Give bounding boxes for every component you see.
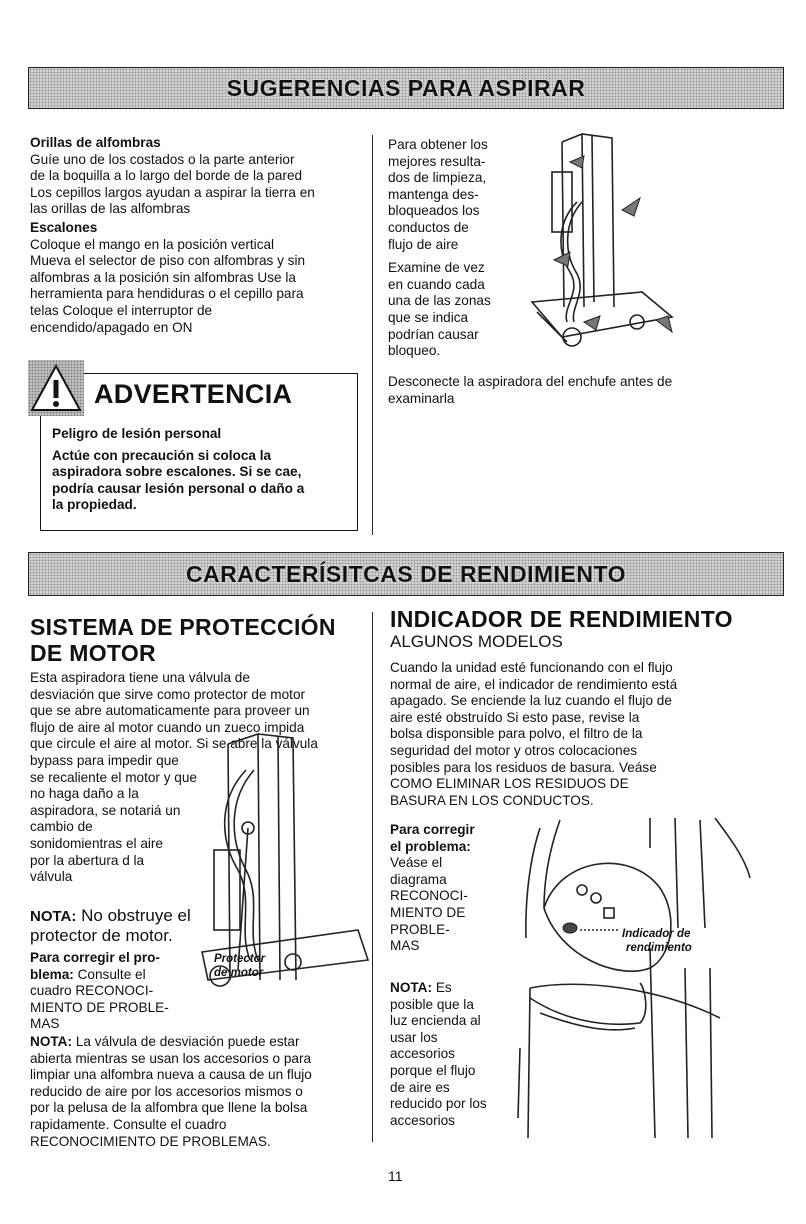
performance-indicator-illustration xyxy=(500,818,790,1138)
nota-line: posible que la xyxy=(390,996,474,1012)
sistema-line: cambio de xyxy=(30,819,93,835)
airflow-text xyxy=(388,137,518,360)
nota-line: accesorios xyxy=(390,1046,455,1062)
sistema-line: se recaliente el motor y que xyxy=(30,769,197,785)
examine-line: podrían causar xyxy=(388,326,479,342)
sistema-line: sonidomientras el aire xyxy=(30,835,163,851)
airflow-line: flujo de aire xyxy=(388,236,459,252)
warning-line: aspiradora sobre escalones. Si se cae, xyxy=(52,464,302,480)
warning-icon-bg xyxy=(28,360,84,416)
column-divider xyxy=(372,135,373,535)
examine-line: Examine de vez xyxy=(388,260,485,276)
sistema-line: por la abertura d la xyxy=(30,852,145,868)
warning-subtitle: Peligro de lesión personal xyxy=(52,426,222,441)
indicator-light-icon xyxy=(563,923,577,933)
vacuum-airflow-illustration xyxy=(522,132,692,357)
airflow-line: dos de limpieza, xyxy=(388,170,487,186)
orillas-line: las orillas de las alfombras xyxy=(30,201,191,217)
protector-label: de motor xyxy=(214,967,264,979)
warning-title: ADVERTENCIA xyxy=(94,379,293,409)
arrow-icon xyxy=(584,316,600,330)
warning-triangle-icon xyxy=(28,360,84,416)
corregir-line: RECONOCI- xyxy=(390,888,468,904)
sistema-line: Esta aspiradora tiene una válvula de xyxy=(30,670,250,685)
indicador-line: apagado. Se enciende la luz cuando el flujo de xyxy=(390,693,672,709)
sistema-line: válvula xyxy=(30,869,73,885)
sistema-line: bypass para impedir que xyxy=(30,752,179,768)
escalones-line: alfombras a la posición sin alfombras Use la xyxy=(30,269,296,285)
airflow-line: bloqueados los xyxy=(388,203,480,219)
nota-line: porque el flujo xyxy=(390,1062,476,1078)
corregir-text: Consulte el xyxy=(77,966,146,982)
warning-line: podría causar lesión personal o daño a xyxy=(52,480,305,496)
nota-line: de aire es xyxy=(390,1079,450,1095)
corregir-line: MIENTO DE xyxy=(390,904,466,920)
orillas-line: Guíe uno de los costados o la parte anterior xyxy=(30,151,295,167)
indicador-line: posibles para los residuos de basura. Veáse xyxy=(390,759,657,775)
sistema-line: que se abre automaticamente para proveer un xyxy=(30,703,310,719)
orillas-line: Los cepillos largos ayudan a aspirar la tierra en xyxy=(30,184,315,200)
protector-label: Protector xyxy=(214,953,266,965)
indicador-line: normal de aire, el indicador de rendimiento está xyxy=(390,676,678,692)
nota-text: No obstruye el xyxy=(81,906,191,925)
nota2-line: reducido de aire por los accesorios mismos o xyxy=(30,1083,303,1099)
indicador-line: aire esté obstruído Si esto pase, revise la xyxy=(390,709,640,725)
warning-line: la propiedad. xyxy=(52,497,137,513)
sistema-title-line: SISTEMA DE PROTECCIÓN xyxy=(30,614,336,640)
nota2-line: La válvula de desviación puede estar xyxy=(75,1034,300,1049)
sistema-title-line: DE MOTOR xyxy=(30,640,156,666)
sistema-corregir xyxy=(30,950,210,1033)
sistema-nota2 xyxy=(30,1034,370,1150)
corregir-line: diagrama xyxy=(390,871,447,887)
escalones-line: herramienta para hendiduras o el cepillo para xyxy=(30,286,304,302)
orillas-line: de la boquilla a lo largo del borde de la pared xyxy=(30,168,303,184)
airflow-line: mantenga des- xyxy=(388,186,479,202)
nota-label: NOTA: xyxy=(30,908,77,925)
corregir-line: cuadro RECONOCI- xyxy=(30,983,154,999)
indicador-heading xyxy=(390,606,780,652)
escalones-section xyxy=(30,220,366,336)
sistema-line: flujo de aire al motor cuando un zueco impida xyxy=(30,719,305,735)
banner-title: CARACTERÍSITCAS DE RENDIMIENTO xyxy=(185,560,627,587)
examine-line: una de las zonas xyxy=(388,293,491,309)
warning-content xyxy=(52,426,352,514)
section-banner-rendimiento xyxy=(28,552,784,596)
escalones-title: Escalones xyxy=(30,220,98,235)
sistema-line: aspiradora, se notariá un xyxy=(30,802,181,818)
warning-line: Actúe con precaución si coloca la xyxy=(52,447,272,463)
corregir-title: Para corregir xyxy=(390,822,475,837)
indicator-label: Indicador de xyxy=(622,928,691,940)
escalones-line: telas Coloque el interruptor de xyxy=(30,302,213,318)
corregir-line: MAS xyxy=(30,1016,60,1032)
examine-line: bloqueo. xyxy=(388,343,441,359)
indicador-subtitle: ALGUNOS MODELOS xyxy=(390,632,563,651)
corregir-title: el problema: xyxy=(390,838,471,854)
sistema-line: que circule el aire al motor. Si se abre la válvula xyxy=(30,736,318,752)
sistema-line: no haga daño a la xyxy=(30,786,139,802)
corregir-line: MAS xyxy=(390,938,420,954)
examine-line: que se indica xyxy=(388,309,469,325)
sistema-line: desviación que sirve como protector de motor xyxy=(30,686,306,702)
nota2-line: limpiar una alfombra nueva a causa de un flujo xyxy=(30,1067,312,1083)
nota-line: Es xyxy=(435,980,452,995)
corregir-line: Veáse el xyxy=(390,855,443,871)
nota2-label: NOTA: xyxy=(30,1034,73,1049)
nota2-line: por la pelusa de la alfombra que llene la bolsa xyxy=(30,1100,308,1116)
escalones-line: Mueva el selector de piso con alfombras y sin xyxy=(30,253,306,269)
sistema-nota xyxy=(30,906,210,945)
arrow-icon xyxy=(622,198,640,216)
nota-text: protector de motor. xyxy=(30,926,173,945)
orillas-title: Orillas de alfombras xyxy=(30,135,161,150)
section-banner-sugerencias xyxy=(28,67,784,109)
indicador-corregir xyxy=(390,822,515,955)
nota-line: reducido por los xyxy=(390,1096,487,1112)
arrow-icon xyxy=(656,316,672,332)
corregir-label: blema: xyxy=(30,966,74,982)
airflow-line: mejores resulta- xyxy=(388,153,486,169)
airflow-line: Para obtener los xyxy=(388,137,488,152)
corregir-line: MIENTO DE PROBLE- xyxy=(30,999,169,1015)
escalones-line: Coloque el mango en la posición vertical xyxy=(30,236,275,252)
sistema-heading xyxy=(30,614,366,666)
page-number: 11 xyxy=(388,1168,403,1184)
examine-line: en cuando cada xyxy=(388,276,485,292)
indicador-line: bolsa disponsible para polvo, el filtro de la xyxy=(390,726,643,742)
nota-line: usar los xyxy=(390,1029,438,1045)
corregir-line: PROBLE- xyxy=(390,921,450,937)
nota-line: accesorios xyxy=(390,1112,455,1128)
column-divider xyxy=(372,612,373,1142)
escalones-line: encendido/apagado en ON xyxy=(30,319,193,335)
nota2-line: RECONOCIMIENTO DE PROBLEMAS. xyxy=(30,1133,271,1149)
indicador-line: COMO ELIMINAR LOS RESIDUOS DE xyxy=(390,776,629,792)
indicator-label: rendimiento xyxy=(626,942,692,954)
indicador-line: seguridad del motor y otros colocaciones xyxy=(390,742,638,758)
nota2-line: rapidamente. Consulte el cuadro xyxy=(30,1116,227,1132)
nota-label: NOTA: xyxy=(390,980,433,995)
airflow-line: conductos de xyxy=(388,219,469,235)
motor-protector-illustration xyxy=(198,730,370,995)
banner-title: SUGERENCIAS PARA ASPIRAR xyxy=(226,74,586,101)
arrow-icon xyxy=(570,156,584,168)
corregir-label: Para corregir el pro- xyxy=(30,950,160,965)
disconnect-text xyxy=(388,374,768,407)
indicador-nota xyxy=(390,980,515,1129)
indicador-line: BASURA EN LOS CONDUCTOS. xyxy=(390,792,594,808)
disconnect-line: Desconecte la aspiradora del enchufe antes de xyxy=(388,374,673,389)
orillas-section xyxy=(30,135,366,218)
nota-line: luz encienda al xyxy=(390,1013,481,1029)
indicador-line: Cuando la unidad esté funcionando con el flujo xyxy=(390,660,673,675)
indicador-body xyxy=(390,660,780,809)
nota2-line: abierta mientras se usan los accesorios o para xyxy=(30,1050,312,1066)
disconnect-line: examinarla xyxy=(388,390,455,406)
indicador-title: INDICADOR DE RENDIMIENTO xyxy=(390,606,733,632)
